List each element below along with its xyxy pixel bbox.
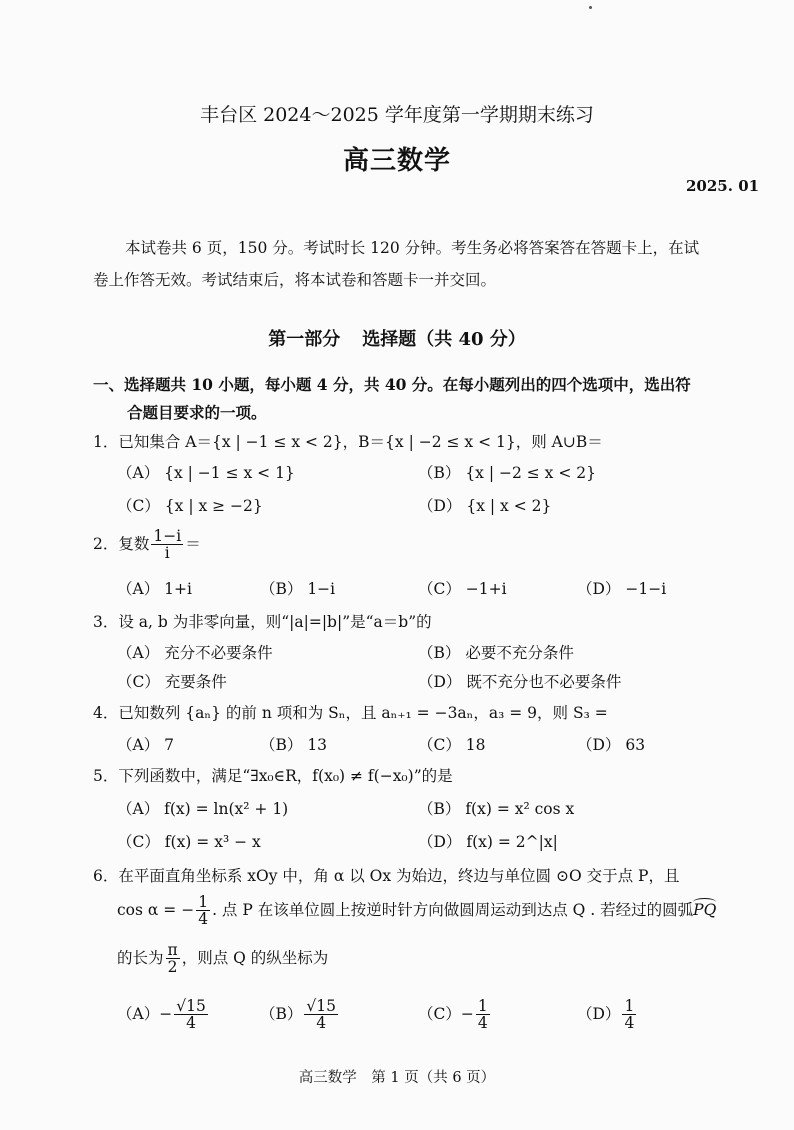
question-3-option-c: （C） 充要条件	[117, 673, 227, 691]
question-6-cos-fraction: $\frac{1}{4}$	[198, 893, 209, 929]
question-3-option-a: （A） 充分不必要条件	[117, 644, 273, 662]
question-2-option-a: （A） 1+i	[117, 580, 192, 598]
arc-pq: PQ	[693, 900, 717, 919]
question-4-stem: 4．已知数列 {aₙ} 的前 n 项和为 Sₙ，且 aₙ₊₁ = −3aₙ，a₃ = 9，则 S₃ =	[93, 704, 608, 722]
question-6-option-c: （C）− $\frac{1}{4}$	[418, 997, 488, 1033]
question-1-option-a: （A） {x | −1 ≤ x < 1}	[117, 464, 295, 482]
instruction-line-2: 合题目要求的一项。	[127, 403, 267, 422]
question-4-option-b: （B） 13	[260, 736, 328, 754]
question-3-option-d: （D） 既不充分也不必要条件	[418, 673, 622, 691]
question-6-option-d: （D） $\frac{1}{4}$	[577, 997, 635, 1033]
subject-title: 高三数学	[342, 146, 451, 176]
question-1-stem: 1．已知集合 A＝{x | −1 ≤ x < 2}，B＝{x | −2 ≤ x < 1}，则 A∪B＝	[93, 433, 603, 451]
section-title	[0, 325, 794, 351]
question-3-option-b: （B） 必要不充分条件	[418, 644, 574, 662]
question-6-option-b: （B） $\frac{√15}{4}$	[260, 997, 336, 1033]
instruction-line-1: 一、选择题共 10 小题，每小题 4 分，共 40 分。在每小题列出的四个选项中，选出符	[93, 375, 691, 394]
question-2-option-c: （C） −1+i	[418, 580, 507, 598]
intro-line-1: 本试卷共 6 页，150 分。考试时长 120 分钟。考生务必将答案答在答题卡上，在试	[125, 239, 700, 257]
question-2-fraction: $\frac{1-i}{i}$	[153, 527, 182, 563]
question-1-option-b: （B） {x | −2 ≤ x < 2}	[418, 464, 596, 482]
question-6-arc-fraction: $\frac{\pi}{2}$	[167, 941, 178, 977]
scan-speck	[589, 6, 592, 9]
question-5-option-b: （B） f(x) = x² cos x	[418, 800, 575, 818]
section-part: 第一部分	[268, 329, 341, 350]
section-name: 选择题（共 40 分）	[362, 329, 526, 350]
question-4-option-a: （A） 7	[117, 736, 174, 754]
question-6-line-1: 6．在平面直角坐标系 xOy 中，角 α 以 Ox 为始边，终边与单位圆 ⊙O 交于点 P，且	[93, 867, 680, 885]
question-2-option-d: （D） −1−i	[577, 580, 667, 598]
question-5-stem: 5．下列函数中，满足“∃x₀∈R，f(x₀) ≠ f(−x₀)”的是	[93, 767, 453, 785]
question-3-stem: 3．设 a, b 为非零向量，则“|a|=|b|”是“a＝b”的	[93, 613, 432, 631]
exam-title: 丰台区 2024～2025 学年度第一学期期末练习	[200, 104, 594, 126]
question-6-option-a: （A）− $\frac{√15}{4}$	[117, 997, 206, 1033]
page-footer: 高三数学 第 1 页（共 6 页）	[298, 1070, 496, 1086]
question-2-option-b: （B） 1−i	[260, 580, 336, 598]
question-5-option-c: （C） f(x) = x³ − x	[117, 833, 261, 851]
intro-line-2: 卷上作答无效。考试结束后，将本试卷和答题卡一并交回。	[93, 271, 497, 289]
question-1-option-c: （C） {x | x ≥ −2}	[117, 497, 263, 515]
question-6-line-3: 的长为 $\frac{\pi}{2}$ ，则点 Q 的纵坐标为	[117, 941, 329, 977]
question-1-option-d: （D） {x | x < 2}	[418, 497, 552, 515]
question-4-option-c: （C） 18	[418, 736, 486, 754]
question-2-stem: 2．复数 $\frac{1-i}{i}$ ＝	[93, 527, 201, 563]
question-5-option-a: （A） f(x) = ln(x² + 1)	[117, 800, 289, 818]
question-4-option-d: （D） 63	[577, 736, 646, 754]
question-5-option-d: （D） f(x) = 2^|x|	[418, 833, 558, 851]
question-6-line-2: cos α = − $\frac{1}{4}$ . 点 P 在该单位圆上按逆时针方向做圆周运动到达点 Q . 若经过的圆弧PQ	[117, 893, 717, 929]
exam-date: 2025. 01	[686, 177, 760, 195]
